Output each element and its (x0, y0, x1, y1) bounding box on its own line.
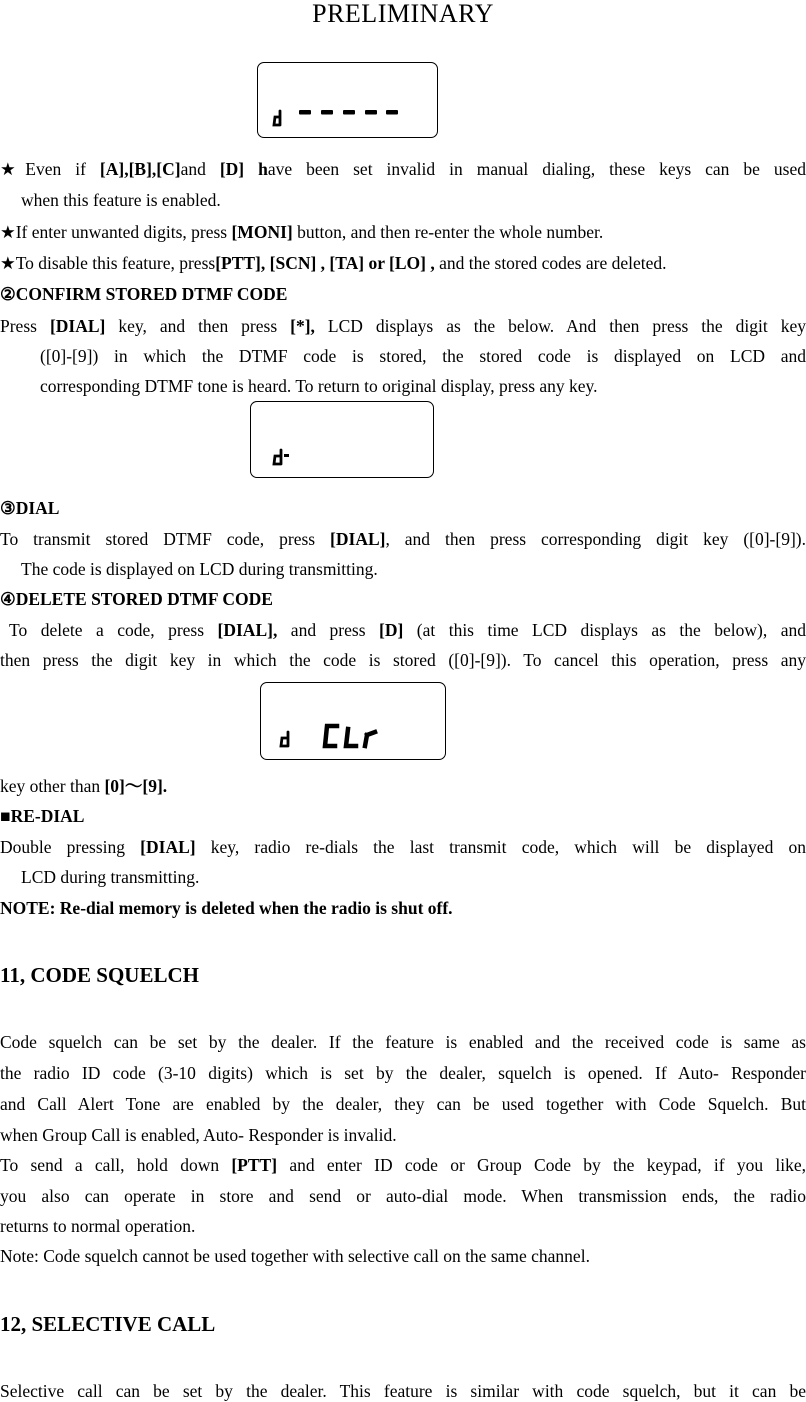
bullet-invalid-keys-cont: when this feature is enabled. (21, 190, 221, 210)
dial-heading: ③DIAL (0, 498, 60, 518)
redial-heading: ■RE-DIAL (0, 806, 85, 826)
bullet-moni: ★If enter unwanted digits, press [MONI] button, and then re-enter the whole number. (0, 222, 604, 242)
lcd-delete-display (260, 682, 446, 760)
delete-line-2: then press the digit key in which the code is stored ([0]-[9]). To cancel this operation, press any (0, 650, 806, 670)
confirm-line-3: corresponding DTMF tone is heard. To return to original display, press any key. (40, 376, 598, 396)
bullet-invalid-keys: ★Even if [A],[B],[C]and [D] have been set invalid in manual dialing, these keys can be used (0, 159, 806, 179)
lcd-dial-mode-display (257, 62, 438, 138)
code-squelch-p2-l2: you also can operate in store and send or auto-dial mode. When transmission ends, the radio (0, 1186, 806, 1206)
star-icon: ★ (0, 253, 16, 273)
lcd-delete-glyphs (261, 683, 447, 761)
code-squelch-p1-l3: and Call Alert Tone are enabled by the dealer, they can be used together with Code Squelch. But (0, 1094, 806, 1114)
delete-line-3: key other than [0]～[9]. (0, 776, 168, 796)
code-squelch-note: Note: Code squelch cannot be used together with selective call on the same channel. (0, 1246, 590, 1266)
redial-line-1: Double pressing [DIAL] key, radio re-dials the last transmit code, which will be displayed on (0, 837, 806, 857)
lcd-confirm-glyphs (251, 402, 435, 479)
code-squelch-p2-l1: To send a call, hold down [PTT] and enter ID code or Group Code by the keypad, if you like, (0, 1155, 806, 1175)
delete-line-1: To delete a code, press [DIAL], and press [D] (at this time LCD displays as the below), and (9, 620, 806, 640)
lcd-confirm-display (250, 401, 434, 478)
lcd-dial-mode-glyphs (258, 63, 439, 139)
delete-heading: ④DELETE STORED DTMF CODE (0, 589, 273, 609)
section-12-title: 12, SELECTIVE CALL (0, 1312, 216, 1336)
star-icon: ★ (0, 222, 16, 242)
code-squelch-p1-l4: when Group Call is enabled, Auto- Responder is invalid. (0, 1125, 397, 1145)
dial-line-1: To transmit stored DTMF code, press [DIAL], and then press corresponding digit key ([0]-[9]). (0, 529, 806, 549)
confirm-line-2: ([0]-[9]) in which the DTMF code is stored, the stored code is displayed on LCD and (40, 346, 806, 366)
confirm-heading: ②CONFIRM STORED DTMF CODE (0, 284, 288, 304)
section-11-title: 11, CODE SQUELCH (0, 963, 199, 987)
code-squelch-p1-l1: Code squelch can be set by the dealer. If the feature is enabled and the received code is same as (0, 1032, 806, 1052)
page-header: PRELIMINARY (312, 0, 494, 28)
code-squelch-p2-l3: returns to normal operation. (0, 1216, 196, 1236)
code-squelch-p1-l2: the radio ID code (3-10 digits) which is set by the dealer, squelch is opened. If Auto- Responder (0, 1063, 806, 1083)
star-icon: ★ (0, 159, 26, 179)
dial-line-2: The code is displayed on LCD during transmitting. (21, 559, 378, 579)
redial-line-2: LCD during transmitting. (21, 867, 200, 887)
selective-call-p1: Selective call can be set by the dealer. This feature is similar with code squelch, but it can be (0, 1381, 806, 1401)
bullet-disable: ★To disable this feature, press[PTT], [SCN] , [TA] or [LO] , and the stored codes are deleted. (0, 253, 667, 273)
redial-note: NOTE: Re-dial memory is deleted when the radio is shut off. (0, 898, 453, 918)
confirm-line-1: Press [DIAL] key, and then press [*], LCD displays as the below. And then press the digit key (0, 316, 806, 336)
